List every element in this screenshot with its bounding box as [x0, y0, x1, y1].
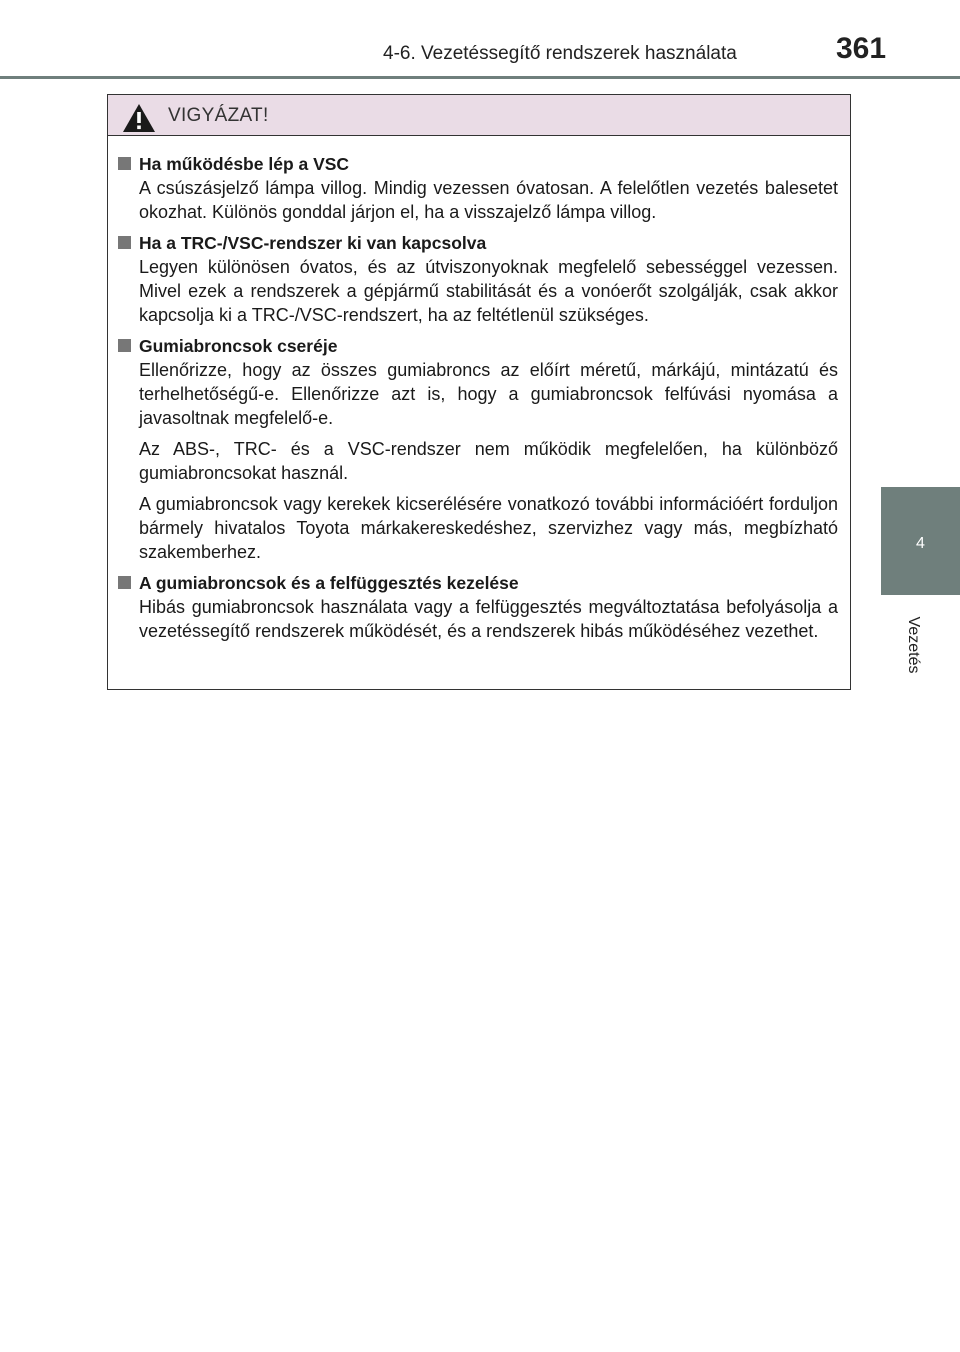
chapter-number: 4	[916, 535, 925, 552]
chapter-label	[904, 608, 922, 682]
caution-paragraph: Hibás gumiabroncsok használata vagy a felfüggesztés megváltoztatása befolyásolja a vezetéssegítő rendszerek működését, és a rendszerek hibás működéséhez vezethet.	[139, 597, 838, 641]
caution-body	[108, 136, 850, 643]
caution-paragraph: Az ABS-, TRC- és a VSC-rendszer nem működik megfelelően, ha különböző gumiabroncsokat használ.	[139, 439, 838, 483]
square-bullet-icon	[118, 236, 131, 249]
caution-header	[108, 95, 850, 136]
caution-item	[115, 334, 838, 564]
caution-item-title: Ha működésbe lép a VSC	[115, 152, 838, 176]
header-divider	[0, 76, 960, 79]
caution-title: VIGYÁZAT!	[168, 105, 269, 126]
caution-item-title: A gumiabroncsok és a felfüggesztés kezelése	[115, 571, 838, 595]
caution-item	[115, 571, 838, 643]
caution-item-title: Gumiabroncsok cseréje	[115, 334, 838, 358]
warning-triangle-icon	[122, 103, 156, 133]
page-number: 361	[836, 32, 887, 65]
square-bullet-icon	[118, 339, 131, 352]
caution-paragraph: Ellenőrizze, hogy az összes gumiabroncs az előírt méretű, márkájú, mintázatú és terhelhetőségű-e. Ellenőrizze azt is, hogy a gumiabroncsok felfúvási nyomása a javasoltnak megfelelő-e.	[139, 360, 838, 428]
caution-box	[107, 94, 851, 690]
caution-item-title: Ha a TRC-/VSC-rendszer ki van kapcsolva	[115, 231, 838, 255]
chapter-tab	[881, 487, 960, 595]
chapter-label-text: Vezetés	[905, 616, 922, 674]
caution-item	[115, 152, 838, 224]
caution-item	[115, 231, 838, 327]
caution-paragraph: A gumiabroncsok vagy kerekek kicserélésére vonatkozó további információért forduljon bármely hivatalos Toyota márkakereskedéshez, szervizhez vagy más, megbízható szakemberhez.	[139, 494, 838, 562]
caution-paragraph: A csúszásjelző lámpa villog. Mindig vezessen óvatosan. A felelőtlen vezetés balesetet okozhat. Különös gonddal járjon el, ha a visszajelző lámpa villog.	[139, 178, 838, 222]
caution-paragraph: Legyen különösen óvatos, és az útviszonyoknak megfelelő sebességgel vezessen. Mivel ezek a rendszerek a gépjármű stabilitását és a vonóerőt szolgálják, csak akkor kapcsolja ki a TRC-/VSC-rendszert, ha az feltétlenül szükséges.	[139, 257, 838, 325]
square-bullet-icon	[118, 576, 131, 589]
section-title: 4-6. Vezetéssegítő rendszerek használata	[383, 43, 737, 64]
square-bullet-icon	[118, 157, 131, 170]
